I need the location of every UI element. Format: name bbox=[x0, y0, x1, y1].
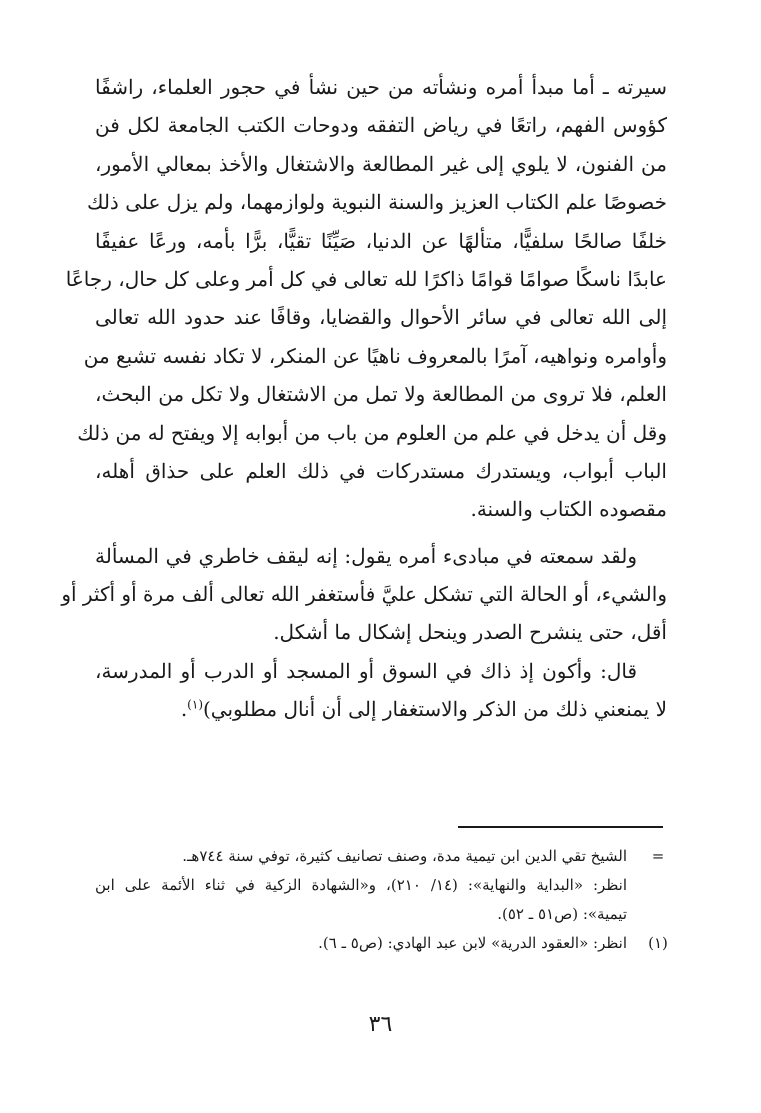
text-line: إلى الله تعالى في سائر الأحوال والقضايا، وقافًا عند حدود الله تعالى bbox=[95, 305, 667, 330]
footnote-line: الشيخ تقي الدين ابن تيمية مدة، وصنف تصانيف كثيرة، توفي سنة ٧٤٤هـ. bbox=[182, 847, 627, 865]
text-line: ولقد سمعته في مبادىء أمره يقول: إنه ليقف خاطري في المسألة bbox=[95, 543, 638, 568]
footnotes bbox=[95, 842, 667, 958]
text-line: قال: وأكون إذ ذاك في السوق أو المسجد أو الدرب أو المدرسة، bbox=[95, 658, 637, 683]
footnote-number: (١) bbox=[648, 934, 668, 952]
footnote-continuation bbox=[95, 842, 667, 929]
text-line-with-footnote-ref bbox=[95, 690, 667, 728]
text-line: مقصوده الكتاب والسنة. bbox=[470, 497, 667, 522]
text-line: من الفنون، لا يلوي إلى غير المطالعة والاشتغال والأخذ بمعالي الأمور، bbox=[95, 151, 667, 176]
continuation-mark: = bbox=[651, 847, 665, 865]
page-number: ٣٦ bbox=[368, 1012, 393, 1037]
text-line: وأوامره ونواهيه، آمرًا بالمعروف ناهيًا عن المنكر، لا تكاد نفسه تشبع من bbox=[83, 343, 667, 368]
text-line: سيرته ـ أما مبدأ أمره ونشأته من حين نشأ في حجور العلماء، راشفًا bbox=[95, 75, 667, 99]
sentence-end: . bbox=[180, 697, 188, 722]
footnote-separator bbox=[458, 826, 663, 828]
text-line: الباب أبواب، ويستدرك مستدركات في ذلك العلم على حذاق أهله، bbox=[95, 458, 667, 483]
text-line: العلم، فلا تروى من المطالعة ولا تمل من الاشتغال ولا تكل من البحث، bbox=[95, 382, 667, 407]
text-line: خلفًا صالحًا سلفيًّا، متألهًا عن الدنيا، صَيِّنًا تقيًّا، برًّا بأمه، ورعًا عفيفًا bbox=[95, 228, 667, 253]
text-line: أقل، حتى ينشرح الصدر وينحل إشكال ما أشكل. bbox=[273, 620, 667, 645]
footnote-line: تيمية»: (ص٥١ ـ ٥٢). bbox=[497, 905, 627, 923]
text-line-content: لا يمنعني ذلك من الذكر والاستغفار إلى أن أنال مطلوبي) bbox=[203, 697, 667, 722]
footnote-line: انظر: «البداية والنهاية»: (١٤/ ٢١٠)، و«الشهادة الزكية في ثناء الأئمة على ابن bbox=[95, 876, 627, 894]
footnote-1 bbox=[95, 929, 667, 958]
text-line: والشيء، أو الحالة التي تشكل عليَّ فأستغفر الله تعالى ألف مرة أو أكثر أو bbox=[61, 582, 667, 607]
footnote-reference: (١) bbox=[187, 697, 203, 712]
main-text bbox=[61, 68, 667, 729]
footnote-line: انظر: «العقود الدرية» لابن عبد الهادي: (ص٥ ـ ٦). bbox=[318, 934, 627, 952]
text-line: كؤوس الفهم، راتعًا في رياض التفقه ودوحات الكتب الجامعة لكل فن bbox=[95, 113, 667, 138]
text-line: عابدًا ناسكًا صوامًا قوامًا ذاكرًا لله تعالى في كل أمر وعلى كل حال، رجاعًا bbox=[65, 266, 667, 291]
text-line: خصوصًا علم الكتاب العزيز والسنة النبوية ولوازمهما، ولم يزل على ذلك bbox=[86, 190, 667, 215]
text-line: وقل أن يدخل في علم من العلوم من باب من أبوابه إلا ويفتح له من ذلك bbox=[77, 420, 667, 445]
